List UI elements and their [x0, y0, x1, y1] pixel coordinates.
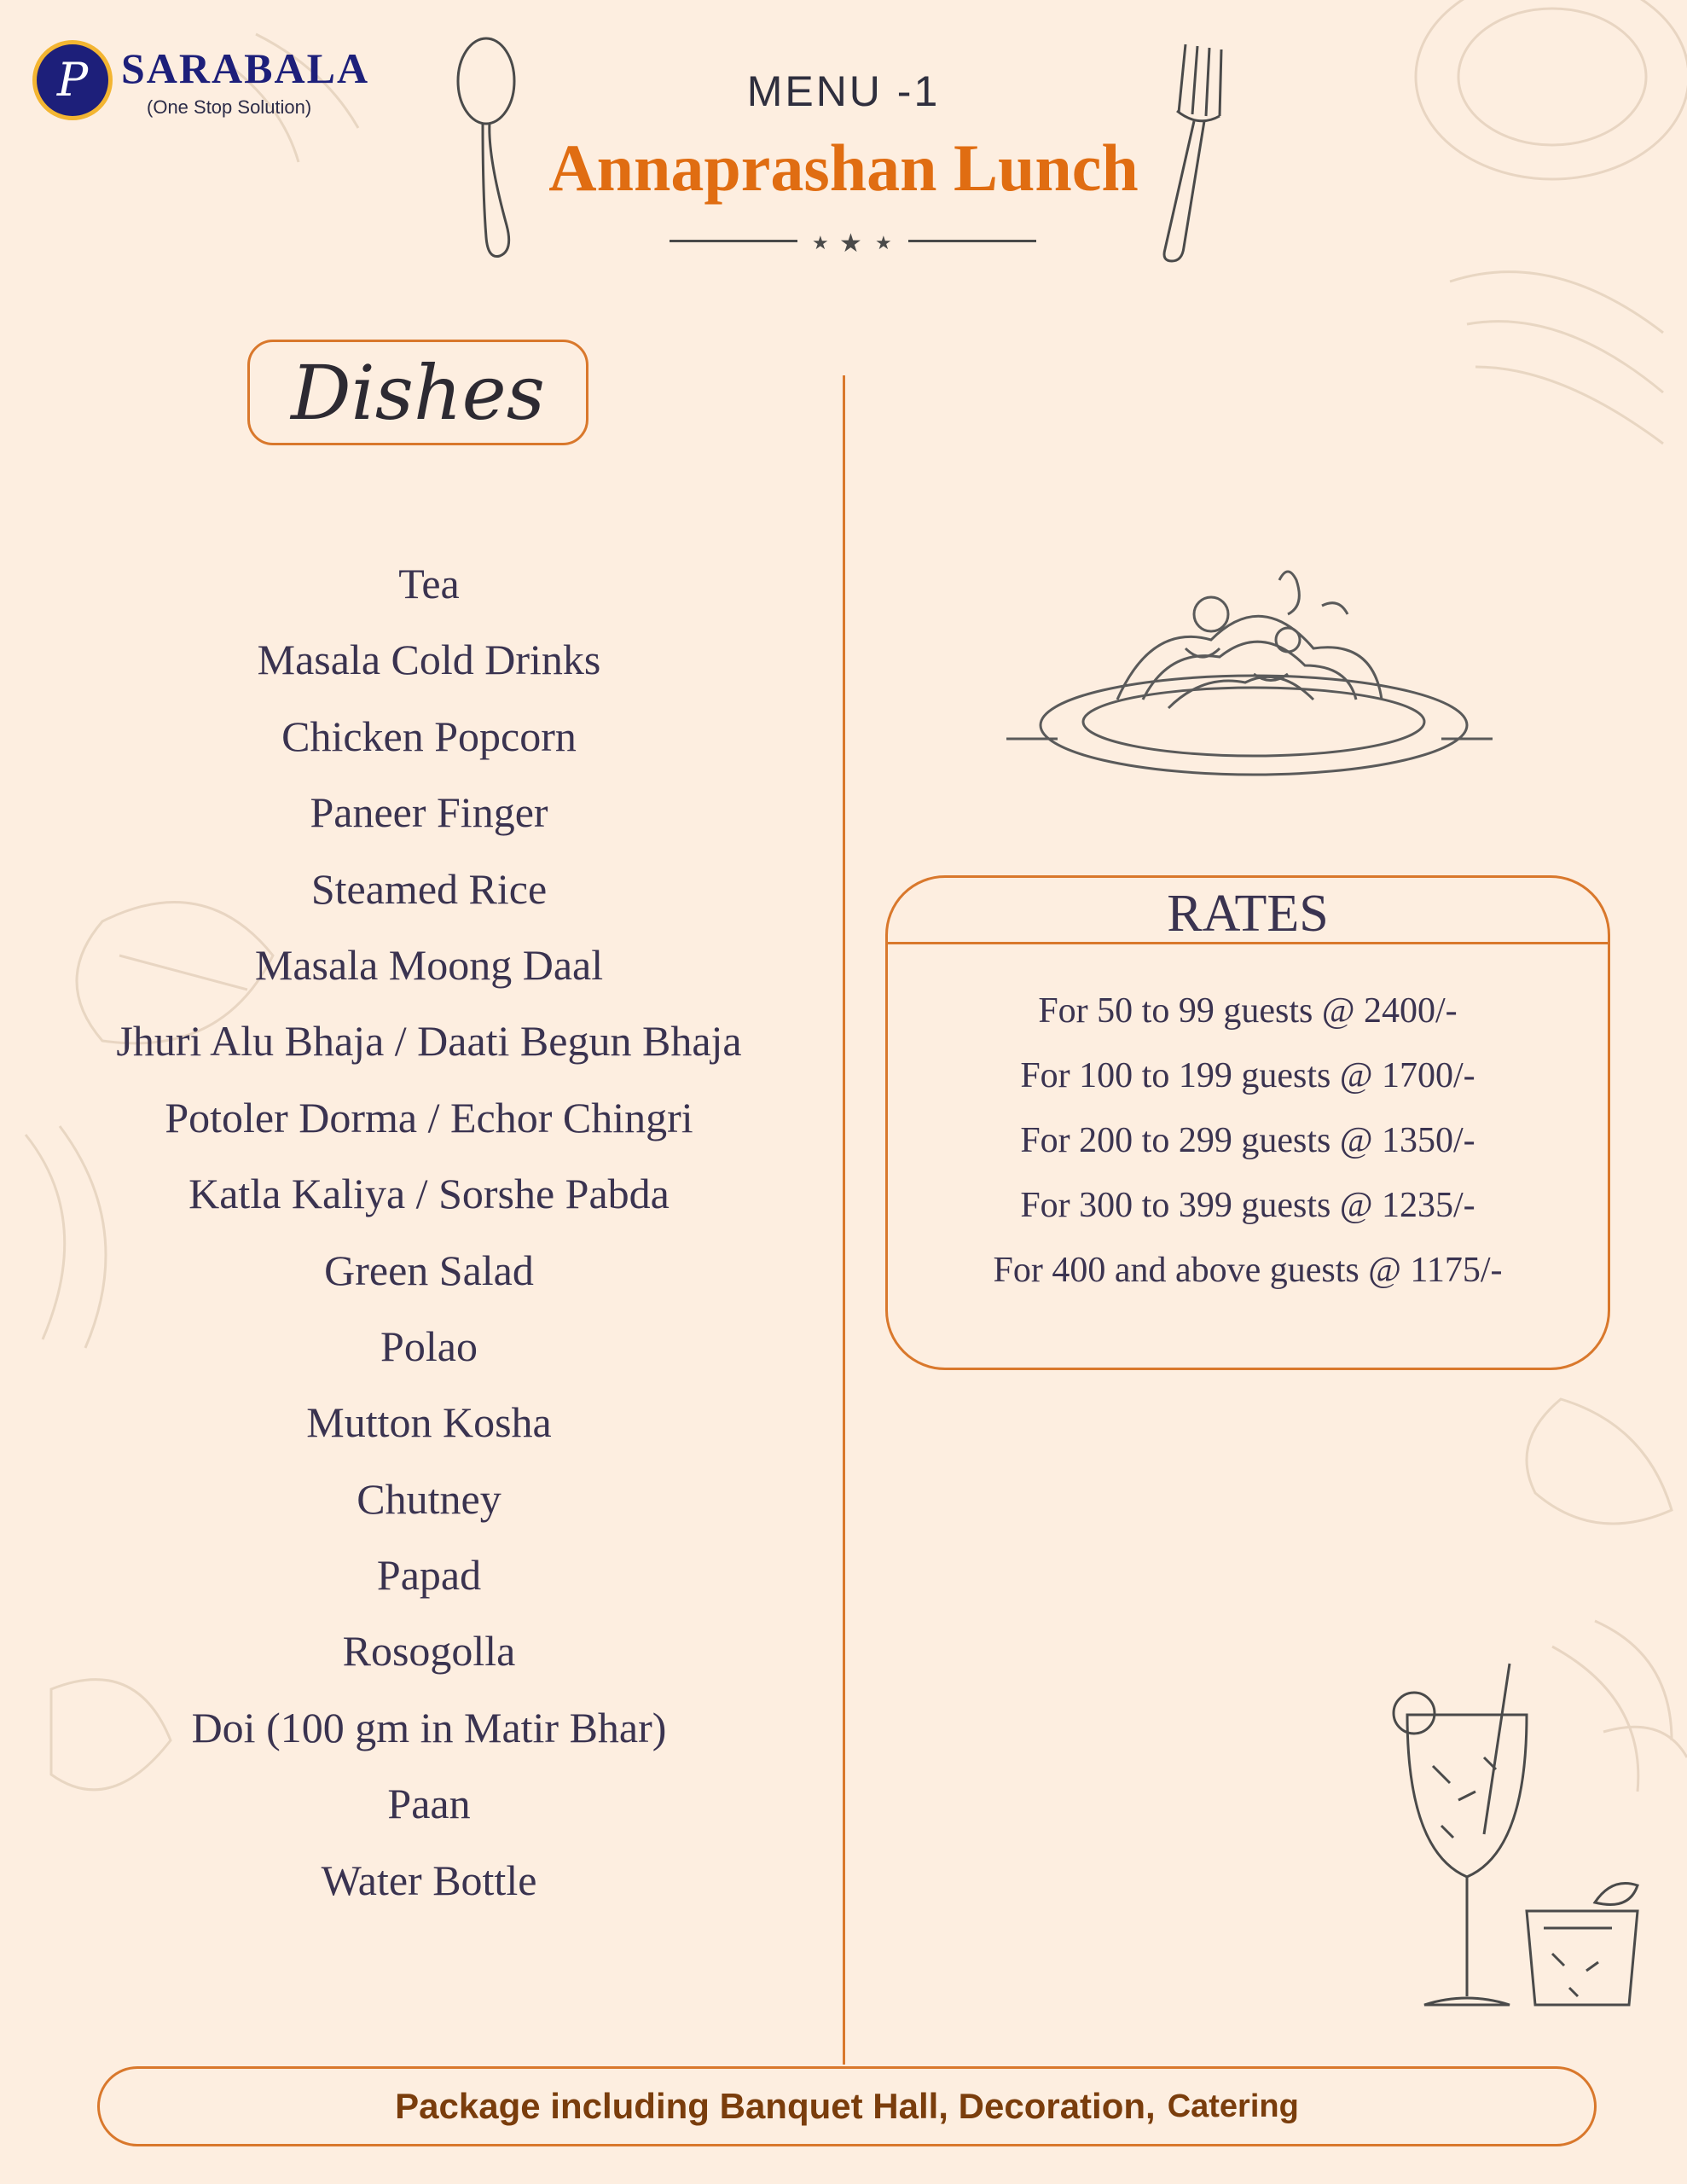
drinks-glass-icon	[1382, 1647, 1655, 2039]
dish-list	[0, 546, 858, 1919]
list-item: Steamed Rice	[310, 864, 548, 913]
rates-panel	[885, 875, 1610, 1370]
rate-item: For 200 to 299 guests @ 1350/-	[1020, 1121, 1475, 1160]
list-item: Masala Moong Daal	[254, 940, 604, 989]
footer-text-catering: Catering	[1167, 2088, 1299, 2124]
rates-heading: RATES	[888, 878, 1608, 944]
dishes-heading: Dishes	[291, 348, 545, 437]
rate-item: For 100 to 199 guests @ 1700/-	[1020, 1056, 1475, 1095]
rate-item: For 50 to 99 guests @ 2400/-	[1038, 991, 1458, 1031]
list-item: Papad	[376, 1551, 482, 1600]
list-item: Paan	[387, 1780, 471, 1828]
list-item: Chutney	[357, 1474, 501, 1523]
pasta-plate-icon	[998, 555, 1501, 785]
svg-text:★: ★	[839, 229, 862, 258]
list-item: Green Salad	[324, 1246, 534, 1294]
list-item: Masala Cold Drinks	[257, 636, 601, 684]
package-footer	[97, 2066, 1597, 2146]
list-item: Tea	[398, 560, 460, 607]
logo-monogram: P	[32, 40, 113, 120]
svg-text:★: ★	[812, 233, 829, 254]
list-item: Potoler Dorma / Echor Chingri	[165, 1093, 693, 1141]
list-item: Doi (100 gm in Matir Bhar)	[191, 1703, 667, 1751]
brand-tagline: (One Stop Solution)	[147, 96, 312, 118]
list-item: Katla Kaliya / Sorshe Pabda	[188, 1170, 670, 1218]
list-item: Jhuri Alu Bhaja / Daati Begun Bhaja	[116, 1017, 742, 1066]
list-item: Chicken Popcorn	[281, 712, 577, 760]
rate-item: For 400 and above guests @ 1175/-	[993, 1251, 1503, 1290]
page-title: Annaprashan Lunch	[548, 131, 1139, 205]
title-divider-stars	[665, 224, 1041, 258]
list-item: Paneer Finger	[310, 788, 548, 837]
column-divider	[843, 375, 845, 2065]
dishes-heading-box	[247, 340, 588, 445]
brand-name: SARABALA	[121, 44, 370, 92]
list-item: Polao	[380, 1321, 478, 1370]
svg-text:★: ★	[875, 233, 892, 254]
list-item: Rosogolla	[342, 1627, 516, 1676]
rates-list	[888, 979, 1608, 1303]
menu-number: MENU -1	[746, 67, 941, 115]
list-item: Water Bottle	[321, 1856, 537, 1904]
footer-text: Package including Banquet Hall, Decoration,	[395, 2086, 1156, 2126]
rate-item: For 300 to 399 guests @ 1235/-	[1020, 1186, 1475, 1225]
list-item: Mutton Kosha	[306, 1398, 552, 1447]
